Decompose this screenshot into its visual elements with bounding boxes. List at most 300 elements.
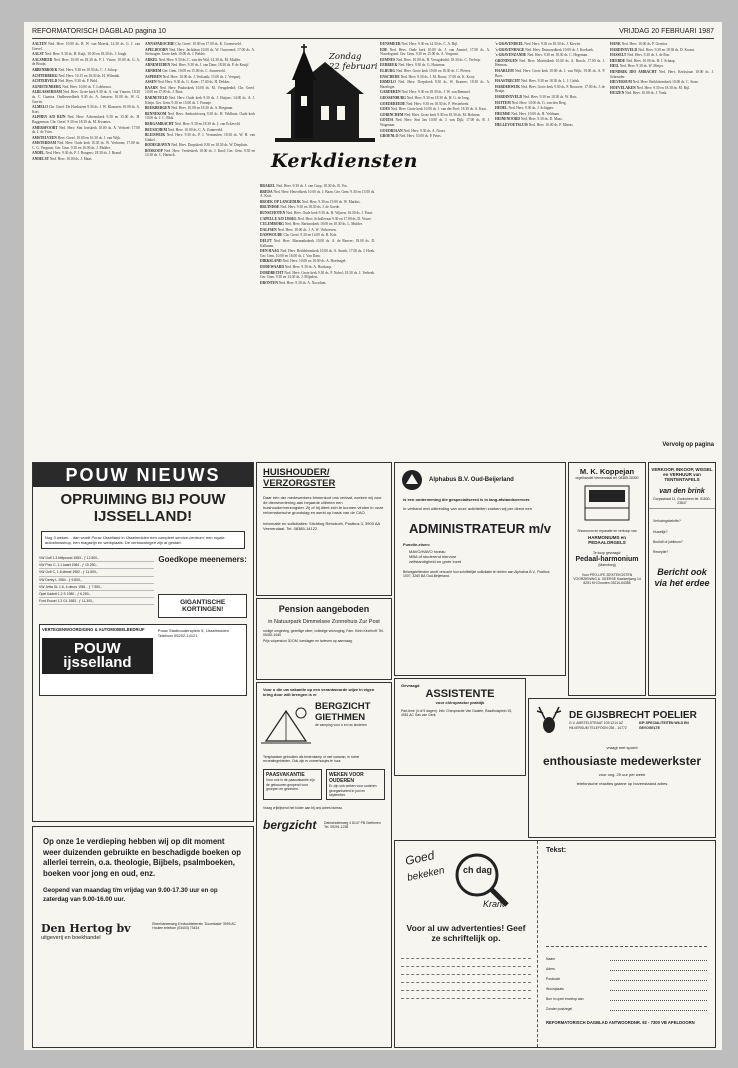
- koppejan-items: HARMONIUMS en PEDAALORGELS: [588, 535, 626, 546]
- service-entry: [32, 126, 140, 135]
- poelier-role: enthousiaste medewerkster: [542, 754, 702, 768]
- service-text: Ned. Herv. 10.00 ds. J. Vonk.: [625, 91, 668, 96]
- gigantische-label: GIGANTISCHE KORTINGEN!: [158, 594, 247, 618]
- pouw-intro: Nog 3 weken... dan wordt Pouw IJsselland in IJsselmuiden een compleet service-centrum: een royale autoshowshop, een magazijn en werkplaats. De verbouwingen zijn al gestart.: [41, 531, 245, 549]
- question-item: Huwelijk?: [653, 529, 668, 534]
- alphabus-position: ADMINISTRATEUR m/v: [408, 521, 552, 536]
- service-entry: [145, 58, 255, 63]
- service-text: Ned. Herv. 9.30 ds. G. Kater; 17.00 ds. H. Dekker.: [157, 80, 231, 85]
- verkoop-ad: [648, 462, 716, 696]
- town-name: BENNEKOM: [145, 111, 167, 116]
- service-text: Ned. Herv. 10.00 ds. H. J. Schaap.: [626, 58, 676, 63]
- service-text: Ned. Herv. 9.30 ds. A. Noort.: [403, 128, 446, 133]
- service-text: Ned. Herv. 9.30 en 18.30 ds. C. Hegeman.: [527, 53, 589, 58]
- town-name: EERBEEK: [380, 63, 398, 68]
- opruiming-title: OPRUIMING BIJ POUW IJSSELLAND!: [60, 491, 226, 525]
- service-text: Ned. Herv. 9.30 en 14.30 ds. C. A. Bijl.: [401, 42, 459, 46]
- service-entry: [145, 42, 255, 47]
- service-entry: [380, 96, 490, 101]
- town-name: HEIL: [610, 64, 619, 69]
- goedkope-label: Goedkope meenemers:: [158, 555, 247, 564]
- town-name: ASPEREN: [145, 74, 162, 79]
- pouw-address: Pouw Stadhoudersplein 5, IJsselmuiden Telefoon 05202-14121: [157, 628, 229, 638]
- den-hertog-logo: Den Hertog bv: [41, 922, 131, 935]
- town-name: ERMELO: [380, 80, 396, 85]
- town-name: HILVERSUM: [610, 80, 632, 85]
- service-entry: [495, 85, 605, 94]
- town-name: ARNEMUIDEN: [145, 63, 171, 68]
- town-name: ARNHEM: [145, 68, 162, 73]
- service-entry: [145, 112, 255, 121]
- service-entry: [32, 151, 140, 156]
- car-listing: VW Golf C, 1.6 diesel 1982 - ƒ 11.500,-: [39, 569, 154, 576]
- tent-illustration: [261, 701, 311, 749]
- page-title: Kerkdiensten: [271, 150, 418, 172]
- town-name: GIESSENBURG: [380, 95, 406, 100]
- service-entry: [145, 122, 255, 127]
- town-name: ANDELST: [32, 157, 49, 162]
- service-entry: [495, 117, 605, 122]
- krant-label: Krant: [483, 899, 505, 909]
- service-text: Ger. Gem. 10.00 en 15.00 ds. C. Sonneveld.: [162, 68, 226, 73]
- service-text: Ned. Herv. 10.00 ds. P. Gerritse.: [621, 42, 669, 46]
- service-entry: [610, 48, 714, 53]
- service-entry: [145, 96, 255, 105]
- form-field-input[interactable]: [610, 984, 707, 991]
- huishouder-ad: [256, 462, 392, 596]
- service-entry: [380, 107, 490, 112]
- service-text: Ned. Herv. Bethlehemkerk 10.00 ds. C. Stam.: [632, 80, 699, 85]
- koppejan-pedaal: Pedaal-harmonium: [575, 555, 639, 563]
- service-entry: [145, 149, 255, 158]
- town-name: HANK: [610, 42, 621, 46]
- town-name: AMSTELVEEN: [32, 135, 57, 140]
- form-field-input[interactable]: [610, 954, 707, 961]
- service-entry: [260, 184, 375, 189]
- alphabus-reqs: [395, 547, 565, 566]
- form-fields: [546, 947, 707, 1011]
- pension-head: Pension aangeboden: [278, 604, 370, 614]
- town-name: HAARLEM: [495, 68, 514, 73]
- service-text: Ned. Herv. Oude kerk 9.30 ds. H. Wijnen; 16.30 ds. J. Poort.: [286, 210, 374, 215]
- town-name: BAARN: [145, 85, 158, 90]
- assistente-sub: voor chiropractor praktijk: [435, 700, 485, 705]
- town-name: ASSEN: [145, 80, 157, 85]
- poelier-name: DE GIJSBRECHT POELIER: [569, 710, 697, 722]
- service-entry: [380, 69, 490, 74]
- req-item: MAVO/HAVO niveau: [409, 549, 446, 554]
- service-entry: [380, 75, 490, 80]
- town-name: DALFSEN: [260, 227, 277, 232]
- service-entry: [145, 133, 255, 142]
- service-text: Ned. Herv. 10.00 ds. J. A. W. Verhoeven.: [277, 227, 337, 232]
- pension-prices: Prijs volpension 30 DM, toeslagen en tarieven op aanvraag.: [263, 639, 353, 644]
- alphabus-ad: [394, 462, 566, 676]
- form-heading: Voor al uw advertenties! Geef ze schriftelijk op.: [406, 923, 526, 943]
- service-text: Ned. Herv. 10.00 ds. J. Verkaaik; 15.00 ds. J. Verspuij.: [162, 74, 241, 79]
- services-column-5: [495, 42, 605, 460]
- town-name: BLEISWIJK: [145, 133, 166, 138]
- services-column-4: [380, 42, 490, 460]
- deer-icon: [535, 705, 563, 735]
- town-name: APELDOORN: [145, 47, 168, 52]
- pension-ad: [256, 598, 392, 680]
- town-name: BRAKEL: [260, 184, 276, 188]
- pouw-ad: [32, 462, 254, 822]
- town-name: AALTEN: [32, 42, 47, 46]
- service-text: Ned. Herv. 9.30 en 18.30 ds. L. J. Geluk.: [521, 79, 580, 84]
- service-entry: [145, 48, 255, 57]
- town-name: DUNSMEER: [380, 42, 401, 46]
- req-item: zelfstandigheid en grote inzet: [409, 559, 462, 564]
- form-row: [546, 994, 707, 1001]
- service-text: Ned. Herv. 9.30 ds. A. Honkoop.: [284, 264, 333, 269]
- service-text: Ned. Herv. 9.30 ds. J. M. Bouw; 17.00 ds. K. Kooy.: [400, 74, 476, 79]
- verkoop-head: VERKOOP, INKOOP, WISSEL en VERHUUR van TENTENTAFELS: [651, 467, 713, 482]
- service-text: Ned. Herv. 10.00 ds. T. Lobbezoo.: [62, 84, 112, 89]
- service-text: Chr. Geref. 10.00 en 17.00 ds. K. Groeneveld.: [175, 42, 242, 46]
- service-text: Ned. Herv. Jachtlaan 10.00 ds. W. Ouweneel; 17.00 ds. A. Stelwagen. Grote kerk 10.00 ds. J. Belder.: [145, 47, 255, 57]
- service-entry: [260, 211, 375, 216]
- service-text: Ned. Herv. Pauluskerk 10.00 ds. M. Vreugdenhil; Chr. Geref. 10.00 en 17.00 ds. J. Boot.: [145, 85, 255, 95]
- form-field-label: Naam: [546, 956, 556, 961]
- services-column-6: [610, 42, 714, 442]
- town-name: DRONTEN: [260, 280, 278, 285]
- town-name: ACHTERVELD: [32, 79, 58, 84]
- town-name: HEINENOORD: [495, 117, 520, 122]
- form-field-input[interactable]: [610, 994, 707, 1001]
- alphabus-logo-icon: [401, 469, 423, 491]
- service-text: Ned. Herv. 10.00 ds. H. Vreugdenhil; 18.30 ds. C. Verloop.: [396, 57, 481, 62]
- form-field-input[interactable]: [610, 1004, 707, 1011]
- koppejan-stock: Showroom en reparatie en verkoop van: [577, 529, 637, 534]
- service-entry: [495, 106, 605, 111]
- koppejan-ad: [568, 462, 646, 696]
- service-entry: [380, 63, 490, 68]
- poelier-sub: KIP-SPECIALITEITEN WILD EN GEVOGELTE: [639, 721, 689, 730]
- den-hertog-address: Ebenhaezerweg 6 Industrieterrein 'Doornkade' 3993 AC Houten telefoon (03403) 73434: [152, 922, 236, 931]
- service-entry: [32, 115, 140, 124]
- alphabus-vacancy: In verband met uitbreiding van onze activiteiten zoeken wij per direct een: [403, 506, 532, 511]
- service-text: Ned. Herv. Vredeskerk 10.00 ds. J. Knol; Ger. Gem. 9.30 en 14.30 ds. C. Harinck.: [145, 148, 255, 158]
- town-name: GOUDRIAAN: [380, 128, 403, 133]
- town-name: HUIZEN: [610, 91, 625, 96]
- service-entry: [260, 228, 375, 233]
- bergzicht-body: Tentplaatsen gebruiken als tentenkamp of met caravan, in ruime recreatiegebieden. Ook zijn er zomerhuisjes te huur.: [263, 755, 360, 764]
- tekst-label: Tekst:: [546, 847, 567, 854]
- town-name: ARKEL: [145, 57, 158, 62]
- service-entry: [32, 85, 140, 90]
- form-row: [546, 954, 707, 961]
- town-name: 's-GRAVENHAGE: [495, 47, 525, 52]
- service-text: Ned. Herv. Maranathakerk 10.00 ds. A. de Reuver; 18.00 ds. D. Kalkman.: [260, 238, 375, 248]
- huishouder-head: HUISHOUDER/ VERZORGSTER: [263, 467, 336, 489]
- service-entry: [260, 249, 375, 258]
- poelier-desc: voor ong. 25 uur per week: [598, 772, 646, 777]
- poelier-desc2: telefonische reacties gaarne op bovenstaand adres: [576, 781, 668, 786]
- town-name: ELBURG: [380, 68, 396, 73]
- services-column-3: [260, 184, 375, 460]
- service-text: Ned. Herv. Sint Joriskerk 10.00 ds. A. Verhoef; 17.00 ds. J. de Vries.: [32, 125, 140, 135]
- town-name: GROENLO: [380, 134, 399, 139]
- form-field-label: Postcode: [546, 976, 561, 981]
- car-listing: VW Polo C, 1.1 kaart 1984 - ƒ 10.250,-: [39, 562, 154, 569]
- town-name: GRONINGEN: [495, 58, 518, 63]
- service-entry: [495, 53, 605, 58]
- service-entry: [495, 69, 605, 78]
- service-text: Ned. Herv. Barbarakerk 10.00 en 18.30 ds. L. Mulder.: [284, 222, 363, 227]
- service-entry: [32, 136, 140, 141]
- form-row: [546, 1004, 707, 1011]
- pouw-vertegenwoordiging: VERTEGENWOORDIGING & AUTOMOBIELBEDRIJF: [42, 627, 145, 632]
- service-entry: [145, 75, 255, 80]
- form-row: [546, 984, 707, 991]
- organ-illustration: [569, 480, 645, 524]
- service-text: Ned. Herv. Grote kerk 9.30 ds. P. Nobel; 18.30 ds. J. Verbeek. Ger. Gem. 9.30 en 14.30 ds. J. Mijnders.: [260, 270, 375, 280]
- town-name: HEEMSE: [495, 111, 511, 116]
- town-name: DIRKSLAND: [260, 259, 282, 264]
- assistente-ad: [394, 678, 526, 776]
- town-name: ACHTERBERG: [32, 73, 58, 78]
- town-name: GARDEREN: [380, 90, 401, 95]
- car-listing: VW Derby L 1984 - ƒ 9.800,-: [39, 577, 154, 584]
- service-text: Ned. Herv. Grote kerk 10.00 en 18.30 ds. C. Pieters.: [396, 68, 472, 73]
- service-text: Ned. Herv. 10.00 ds. G. van den Berg.: [511, 100, 567, 105]
- service-text: Chr. Geref. 9.30 en 14.00 ds. B. Kok.: [283, 233, 338, 238]
- service-entry: [380, 118, 490, 127]
- pouw-logo: POUW ijsselland: [42, 638, 153, 674]
- services-column-1: [32, 42, 140, 460]
- town-name: DEN HAAG: [260, 249, 280, 254]
- bergzicht-ad: [256, 682, 392, 1048]
- service-entry: [260, 239, 375, 248]
- bergzicht-paas: PAASVAKANTIE: [266, 772, 305, 779]
- town-name: BUNSCHOTEN: [260, 210, 286, 215]
- service-entry: [260, 265, 375, 270]
- town-name: HEDEL: [495, 106, 508, 111]
- service-text: Ned. Herv. 9.30 en 18.30 ds. D. Kwant.: [638, 47, 695, 52]
- service-entry: [380, 129, 490, 134]
- town-name: HENDRIK IDO AMBACHT: [610, 69, 657, 74]
- town-name: BOSKOOP: [145, 148, 163, 153]
- question-item: Verlovingsbelofte?: [653, 519, 681, 524]
- service-entry: [610, 70, 714, 79]
- service-text: Ned. Herv. 9.30 en 18.30 ds. J. Kieviet.: [524, 42, 582, 46]
- service-entry: [610, 86, 714, 91]
- alphabus-contact: Belangstellenden wordt verzocht hun schriftelijke sollicitatie te richten aan Alphabus B.V., Postbus 1007, 3260 BA Oud-Beijerland.: [403, 570, 550, 579]
- bergzicht-address: Dalmsholterweg 4 8147 PB Giethmen Tel. 05291-1238: [324, 821, 381, 830]
- service-entry: [260, 222, 375, 227]
- service-entry: [260, 217, 375, 222]
- service-entry: [145, 128, 255, 133]
- service-entry: [32, 90, 140, 104]
- service-entry: [610, 59, 714, 64]
- service-text: Ned. Herv. 9.30 ds. P. J. Vermeulen; 18.30 ds. W. H. van Ginkel.: [145, 133, 255, 142]
- service-entry: [495, 123, 605, 128]
- service-entry: [260, 271, 375, 280]
- form-footer: REFORMATORISCH DAGBLAD ANTWOORDNR. 92 - 7300 VB APELDOORN: [546, 1020, 695, 1025]
- header-left: REFORMATORISCH DAGBLAD pagina 10: [32, 27, 166, 35]
- service-text: Ned. Herv. Schollevaar 9.30 en 17.00 ds. D. Visser.: [297, 216, 372, 221]
- assistente-role: ASSISTENTE: [425, 688, 495, 700]
- service-entry: [610, 42, 714, 47]
- service-text: Ned. Herv. Grote kerk 10.00 ds. J. van Wijk; 19.00 ds. A. P. Boer.: [495, 68, 605, 78]
- service-entry: [610, 64, 714, 69]
- service-text: Ned. Herv. 9.30 en 19.00 ds. W. Markus.: [301, 199, 361, 204]
- service-text: Ned. Herv. 9.30 ds. P. J. Bongers; 18.30 ds. J. Brand.: [45, 151, 122, 156]
- koppejan-pro: Voor PRO-LIFE ZIEKTEKOSTEN VOORZIENING A. GEERSE Kwekerijweg 14 8251 KH Dronten 03210-64356: [573, 572, 641, 586]
- date-label: 22 februari: [329, 62, 378, 72]
- service-text: Ned. Herv. 10.00 ds. B. W. van Moerik, 14.30 ds. G. J. van Grevel.: [32, 42, 140, 51]
- service-entry: [32, 105, 140, 114]
- service-text: Ned. Herv. Martinikerk 10.00 ds. A. Bosch; 17.00 ds. J. Herman.: [495, 58, 605, 68]
- opening-hours: Geopend van maandag t/m vrijdag van 9.00-17.30 uur en op zaterdag van 9.00-16.00 uur.: [43, 887, 218, 903]
- service-entry: [32, 42, 140, 51]
- service-text: Ned. Herv. Kerkstraat 10.00 ds. J. Schreuder.: [610, 69, 714, 79]
- bergzicht-footer: Vraag vrijblijvend het folder aan bij ons adres bureau.: [263, 806, 343, 811]
- town-name: BROEK OP LANGEDIJK: [260, 199, 301, 204]
- service-entry: [495, 95, 605, 100]
- service-text: Ned. Herv. Adventskerk 9.30 en 15.00 ds. H. Baggerman. Chr. Geref. 9.30 en 18.30 ds. M. Kwantes.: [32, 115, 140, 124]
- bergzicht-ouderen: WEKEN VOOR OUDEREN: [329, 772, 364, 785]
- huishouder-contact: Informatie en sollicitaties: Stichting Rehoboth, Postbus 3, 3900 AA Veenendaal. Tel. 08385-14122: [263, 521, 380, 531]
- car-listing: VW Jetta GL 1.6, 4-deurs 1981 - ƒ 7.950,-: [39, 584, 154, 591]
- continued-note: Vervolg op pagina: [662, 442, 714, 448]
- form-field-input[interactable]: [610, 974, 707, 981]
- order-form-ad: [394, 840, 716, 1048]
- service-entry: [32, 58, 140, 67]
- form-field-label: Zonder postzegel: [546, 1006, 573, 1011]
- service-text: Ned. Herv. 9.30 ds. P. Beld.: [58, 79, 98, 84]
- service-entry: [145, 63, 255, 68]
- huishouder-body: Daar één der medewerkers binnenkort ons verlaat, zoeken wij voor de dienstverlening aan bejaarde cliënten een huishouder/verzorgster. Zij of hij dient zich te kunnen vinden in onze reformatorische grondslag en werkt op basis van de CAO.: [263, 495, 384, 515]
- bergzicht-tag: de camping voor u en uw kinderen: [315, 723, 367, 727]
- service-entry: [610, 80, 714, 85]
- service-text: Ned. Herv. 10.00 ds. C. A. Zonneveld.: [167, 127, 224, 132]
- goed-label: Goed: [403, 848, 436, 868]
- service-entry: [32, 79, 140, 84]
- service-text: Ned. Herv. 10.00 en 18.30 ds. P. J. Visser; 10.00 ds. G. A. de Bruijn.: [32, 57, 140, 67]
- town-name: AALST: [32, 52, 44, 57]
- service-entry: [495, 79, 605, 84]
- koppejan-kopen: Te koop gevraagd:: [593, 551, 621, 556]
- service-text: Ned. Herv. 10.00 ds. J. Maas.: [49, 157, 93, 162]
- books-text: Op onze 1e verdieping hebben wij op dit moment weer duizenden gebruikte en beschadigde boeken op allerlei terrein, o.a. theologie, Bijbels, psalmboeken, boeken voor jong en oud, enz.: [43, 837, 241, 878]
- service-text: Ned. Herv. 9.30 ds. J. Schipper.: [508, 106, 554, 111]
- pouw-head: POUW NIEUWS: [33, 463, 253, 487]
- car-listing: VW Golf 1.3 kittywood 1983 - ƒ 12.500,-: [39, 555, 154, 562]
- service-text: Ned. Herv. 9.30 ds. J. van Dam; 18.30 ds. P. de Kruijf.: [171, 63, 250, 68]
- question-item: Receptie?: [653, 550, 669, 555]
- town-name: HARDINXVELD: [610, 47, 638, 52]
- service-text: Ned. Herv. 9.30 en 18.30 ds. J. van Eckeveld.: [174, 121, 241, 126]
- service-entry: [380, 90, 490, 95]
- service-entry: [260, 200, 375, 205]
- town-name: BRUINISSE: [260, 205, 280, 210]
- service-text: Ned. Herv. 9.30 ds. J. de Roo.: [627, 53, 671, 58]
- service-text: Ned. Herv. 9.30 ds. C. van der Wal; 14.30 ds. M. Mulder.: [158, 57, 241, 62]
- town-name: EDE: [380, 47, 388, 52]
- town-name: AGNIETENBERG: [32, 84, 62, 89]
- service-entry: [32, 141, 140, 150]
- service-text: Ned. Herv. Duinoordkerk 10.00 ds. J. Koekoek.: [525, 47, 594, 52]
- service-text: Ned. Herv. Oude kerk 10.30 ds. W. Verboom; 17.00 ds. C. G. Vergunst. Ger. Gem. 9.30 en 16.00 ds. J. Mulder.: [32, 141, 140, 150]
- bergzicht-paas-body: Voor ook in de paasvakantie zijn de gebouwen geopend voor groepen en gezinnen.: [266, 778, 315, 791]
- form-field-label: Woonplaats: [546, 986, 564, 991]
- service-text: Herv. Geref. 10.00 en 16.30 ds. J. van Wijk.: [57, 135, 121, 140]
- service-entry: [145, 86, 255, 95]
- town-name: ALPHEN A/D RIJN: [32, 115, 66, 120]
- service-entry: [610, 91, 714, 96]
- service-entry: [260, 259, 375, 264]
- town-name: DODEWAARD: [260, 264, 284, 269]
- town-name: ALMELO: [32, 105, 48, 110]
- service-text: Ned. Herv. 10.00 ds. P. Mieras.: [528, 122, 574, 127]
- koppejan-role: orgelhandel Veenendaal tel. 08385-18300: [575, 476, 639, 480]
- pension-sub: in Natuurpark Dimmelsee Zonnehuis Zur Post: [268, 619, 380, 625]
- town-name: HAASTRECHT: [495, 79, 521, 84]
- poelier-vraagt: vraagt met spoed: [606, 745, 638, 750]
- service-entry: [145, 69, 255, 74]
- service-entry: [260, 281, 375, 286]
- car-listing: Ford Escort 1.3 GL 1983 - ƒ 11.300,-: [39, 598, 154, 605]
- pouw-list: [39, 555, 154, 618]
- form-field-input[interactable]: [610, 964, 707, 971]
- den-hertog-ad: [32, 826, 254, 1048]
- service-text: Ned. Herv. Heuvelkerk 10.00 ds. J. Baan. Ger. Gem. 9.30 en 15.00 ds. A. Kort.: [260, 189, 375, 199]
- service-text: Ned. Herv. 10.15 en 18.30 ds. H. Wilmink.: [58, 73, 121, 78]
- service-text: Ned. Herv. Grote kerk 9.30 ds. P. Brouwer; 17.00 ds. J. de Bruijn.: [495, 84, 605, 94]
- header-right: VRIJDAG 20 FEBRUARI 1987: [619, 27, 714, 35]
- town-name: BREDA: [260, 189, 273, 194]
- service-entry: [380, 113, 490, 118]
- service-entry: [380, 134, 490, 139]
- verkoop-brand: van den brink: [659, 488, 705, 495]
- town-name: GORINCHEM: [380, 112, 404, 117]
- town-name: ALBLASSERDAM: [32, 90, 62, 95]
- service-text: Ned. Herv. 10.00 ds. H. Veldman.: [511, 111, 560, 116]
- service-entry: [495, 48, 605, 53]
- service-text: Ned. Herv. Dorpskerk 9.30 en 18.30 ds. W. Diephuis.: [171, 143, 248, 148]
- service-entry: [145, 143, 255, 148]
- bergzicht-logo: bergzicht: [263, 818, 317, 833]
- form-row: [546, 974, 707, 981]
- service-text: Ned. Herv. Bethlehemkerk 10.00 ds. A. Snoek; 17.00 ds. J. Hoek. Ger. Gem. 10.00 en 16.00 ds. J. Van Dam.: [260, 249, 375, 258]
- page-header: [32, 24, 714, 39]
- town-name: ABBENBROEK: [32, 67, 58, 72]
- service-entry: [380, 48, 490, 57]
- service-entry: [32, 68, 140, 73]
- bergzicht-ouderen-body: Er zijn ook weken voor ouderen georganiseerd in juni en september.: [329, 784, 377, 797]
- koppejan-name: M. K. Koppejan: [579, 467, 635, 476]
- service-entry: [260, 233, 375, 238]
- town-name: DELFT: [260, 238, 272, 243]
- service-text: Ned. Herv. Grote kerk 9.30 ds. A. van Vuuren; 18.30 ds. C. Gaastra. Oudheuvelkerk 9.30 ds. A. Janssen; 10.00 ds. W. G. Gerrits.: [32, 90, 140, 104]
- poelier-address: G.V. AMSTELSTRAAT 109 1214 AZ HILVERSUM TELEFOON 035 - 14772: [569, 721, 627, 730]
- service-text: Ned. Herv. 9.30 ds. D. Maas.: [520, 117, 563, 122]
- poelier-ad: [528, 698, 716, 838]
- service-text: Ned. Herv. 10.00 ds. P. Prins.: [399, 134, 442, 139]
- tekst-field[interactable]: [546, 854, 707, 947]
- town-name: 's-GRAVENDEEL: [495, 42, 524, 46]
- alphabus-functie: Functie-eisen:: [403, 542, 431, 547]
- service-entry: [495, 101, 605, 106]
- service-entry: [260, 205, 375, 210]
- town-name: HELLEVOETSLUIS: [495, 122, 528, 127]
- service-text: Ned. Herv. 9.30 en 18.30 ds. J. de Goede.: [280, 205, 341, 210]
- verkoop-cta: Bericht ook via het erdee: [654, 567, 710, 589]
- service-text: Ned. Herv. 9.30 en 18.30 ds. H. G. de Jong.: [406, 95, 470, 100]
